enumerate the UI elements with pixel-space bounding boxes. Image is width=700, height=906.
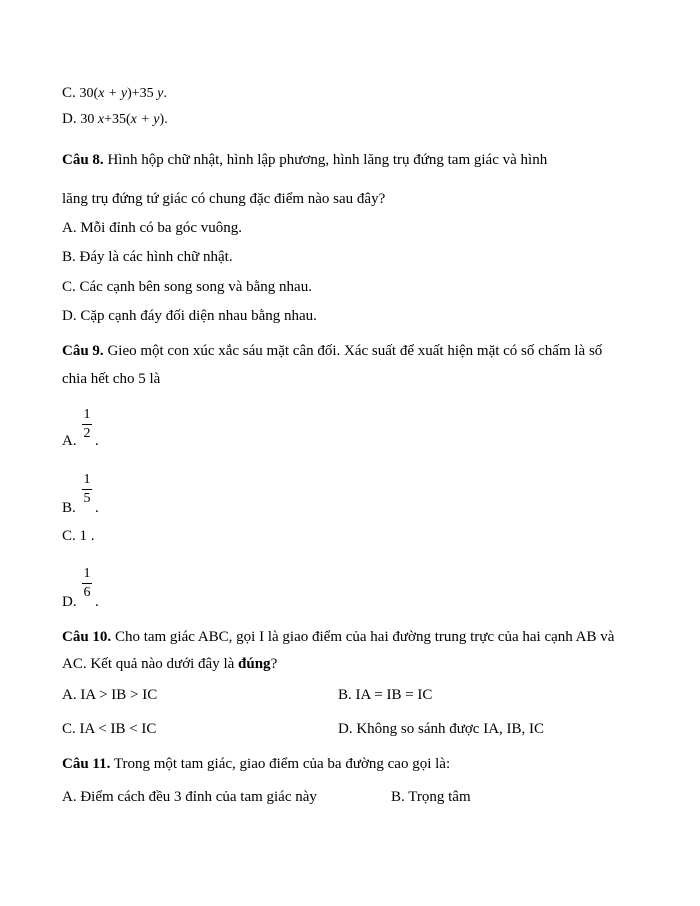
q10-option-d: D. Không so sánh được IA, IB, IC bbox=[338, 721, 545, 737]
q11-stem: Câu 11. Trong một tam giác, giao điểm của ba đường cao gọi là: bbox=[62, 756, 451, 772]
q8-option-b: B. Đáy là các hình chữ nhật. bbox=[62, 249, 233, 265]
q9-stem-line1: Câu 9. Gieo một con xúc xắc sáu mặt cân đối. Xác suất để xuất hiện mặt có số chấm là số bbox=[62, 343, 603, 359]
q11-option-a: A. Điểm cách đều 3 đỉnh của tam giác này bbox=[62, 789, 317, 805]
q9-option-b-tail: . bbox=[95, 500, 99, 516]
q9-option-a-label: A. bbox=[62, 433, 77, 449]
q10-stem-line1: Câu 10. Cho tam giác ABC, gọi I là giao điểm của hai đường trung trực của hai cạnh AB và bbox=[62, 629, 615, 645]
q8-option-a: A. Mỗi đỉnh có ba góc vuông. bbox=[62, 220, 242, 236]
q9-option-a-fraction: 1 2 bbox=[83, 407, 91, 441]
q10-stem-line2: AC. Kết quả nào dưới đây là đúng? bbox=[62, 656, 278, 672]
q11-option-b: B. Trọng tâm bbox=[391, 789, 471, 805]
q9-option-d-label: D. bbox=[62, 594, 77, 610]
q9-option-c: C. 1 . bbox=[62, 528, 95, 544]
q7-option-c: C. 30(x + y)+35 y. bbox=[62, 85, 167, 101]
q9-number: Câu 9. bbox=[62, 343, 104, 359]
q10-option-a: A. IA > IB > IC bbox=[62, 687, 158, 703]
q9-option-b-fraction: 1 5 bbox=[83, 472, 91, 506]
q8-option-d: D. Cặp cạnh đáy đối diện nhau bằng nhau. bbox=[62, 308, 317, 324]
q10-number: Câu 10. bbox=[62, 629, 112, 645]
q9-option-a-tail: . bbox=[95, 433, 99, 449]
q9-option-d-fraction: 1 6 bbox=[83, 566, 91, 600]
q7-option-d: D. 30 x+35(x + y). bbox=[62, 111, 168, 127]
q8-option-c: C. Các cạnh bên song song và bằng nhau. bbox=[62, 279, 312, 295]
q10-option-b: B. IA = IB = IC bbox=[338, 687, 433, 703]
q11-number: Câu 11. bbox=[62, 756, 111, 772]
q9-option-b-label: B. bbox=[62, 500, 76, 516]
q8-number: Câu 8. bbox=[62, 152, 104, 168]
q10-option-c: C. IA < IB < IC bbox=[62, 721, 157, 737]
q8-stem-line1: Câu 8. Hình hộp chữ nhật, hình lập phương, hình lăng trụ đứng tam giác và hình bbox=[62, 152, 548, 168]
q9-stem-line2: chia hết cho 5 là bbox=[62, 371, 161, 387]
q8-stem-line2: lăng trụ đứng tứ giác có chung đặc điểm nào sau đây? bbox=[62, 191, 386, 207]
q9-option-d-tail: . bbox=[95, 594, 99, 610]
